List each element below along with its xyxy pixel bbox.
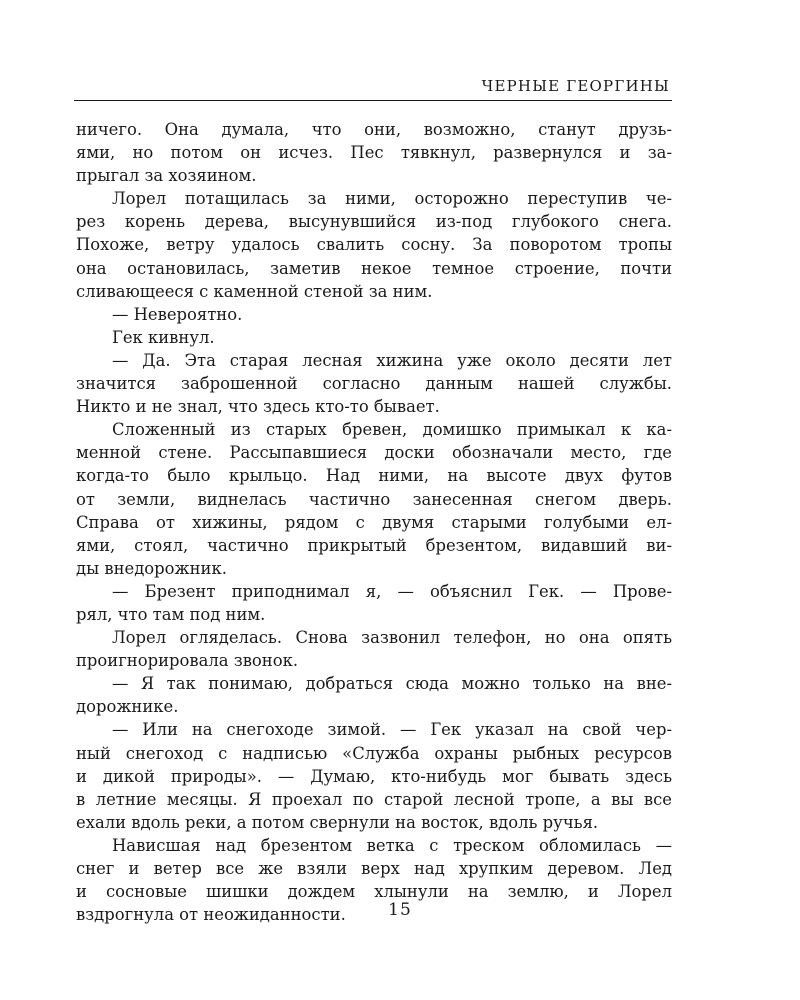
text-line: — Я так понимаю, добраться сюда можно только на вне-	[112, 674, 672, 694]
text-line: рял, что там под ним.	[76, 604, 266, 624]
text-line: рез корень дерева, высунувшийся из-под глубокого снега.	[76, 212, 672, 232]
text-line: Похоже, ветру удалось свалить сосну. За поворотом тропы	[76, 235, 672, 255]
text-line: — Да. Эта старая лесная хижина уже около десяти лет	[112, 350, 672, 370]
body-text	[76, 118, 672, 926]
running-head	[74, 76, 672, 101]
text-line: дорожнике.	[76, 697, 179, 717]
text-line: проигнорировала звонок.	[76, 651, 299, 671]
text-line: вздрогнула от неожиданности.	[76, 905, 346, 925]
text-line: — Невероятно.	[112, 304, 243, 324]
text-line: прыгал за хозяином.	[76, 166, 257, 186]
text-line: когда-то было крыльцо. Над ними, на высоте двух футов	[76, 466, 672, 486]
text-line: ный снегоход с надписью «Служба охраны рыбных ресурсов	[76, 743, 672, 763]
text-line: Лорел потащилась за ними, осторожно переступив че-	[112, 189, 672, 209]
text-line: снег и ветер все же взяли верх над хрупким деревом. Лед	[76, 859, 672, 878]
text-line: — Брезент приподнимал я, — объяснил Гек. — Прове-	[112, 581, 672, 601]
text-line: она остановилась, заметив некое темное строение, почти	[76, 258, 672, 278]
page-number: 15	[388, 900, 412, 920]
text-line: Никто и не знал, что здесь кто-то бывает.	[76, 397, 440, 417]
text-line: менной стене. Рассыпавшиеся доски обозначали место, где	[76, 443, 672, 463]
text-line: Справа от хижины, рядом с двумя старыми голубыми ел-	[76, 512, 672, 532]
text-line: в летние месяцы. Я проехал по старой лесной тропе, а вы все	[76, 789, 672, 809]
text-line: ями, но потом он исчез. Пес тявкнул, развернулся и за-	[76, 143, 672, 163]
text-line: Лорел огляделась. Снова зазвонил телефон, но она опять	[112, 628, 672, 648]
text-line: значится заброшенной согласно данным нашей службы.	[76, 374, 672, 394]
text-line: и дикой природы». — Думаю, кто-нибудь мог бывать здесь	[76, 766, 672, 786]
text-line: ничего. Она думала, что они, возможно, станут друзь-	[76, 120, 672, 139]
text-line: ды внедорожник.	[76, 558, 227, 578]
text-line: от земли, виднелась частично занесенная снегом дверь.	[76, 489, 672, 509]
text-line: и сосновые шишки дождем хлынули на землю, и Лорел	[76, 882, 672, 902]
running-title: ЧЕРНЫЕ ГЕОРГИНЫ	[481, 77, 670, 95]
text-line: сливающееся с каменной стеной за ним.	[76, 281, 433, 301]
text-line: — Или на снегоходе зимой. — Гек указал на свой чер-	[112, 720, 672, 740]
text-line: Гек кивнул.	[112, 327, 215, 347]
text-line: ями, стоял, частично прикрытый брезентом, видавший ви-	[76, 535, 672, 555]
text-line: ехали вдоль реки, а потом свернули на восток, вдоль ручья.	[76, 812, 599, 832]
text-line: Сложенный из старых бревен, домишко примыкал к ка-	[112, 420, 672, 440]
text-line: Нависшая над брезентом ветка с треском обломилась —	[112, 835, 672, 855]
